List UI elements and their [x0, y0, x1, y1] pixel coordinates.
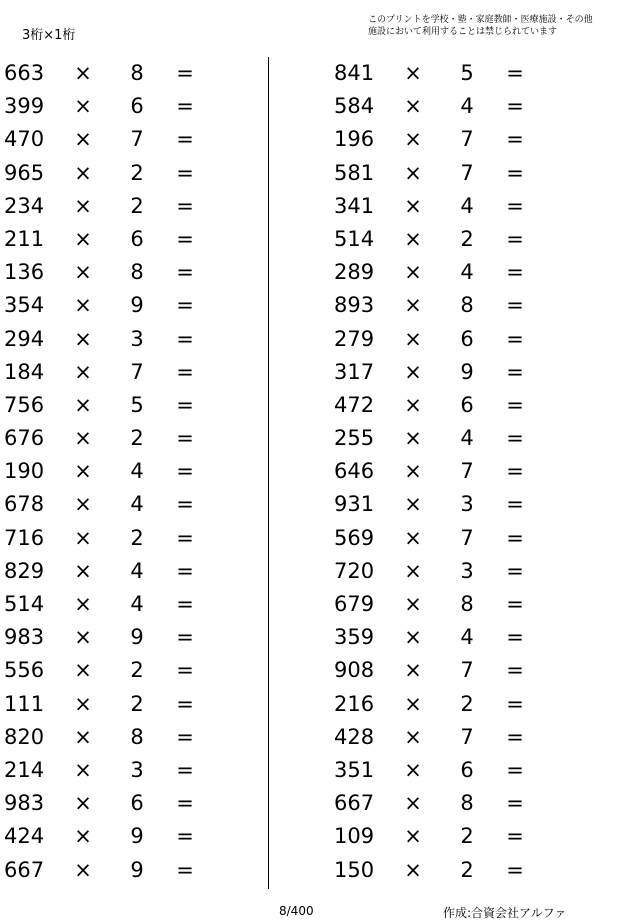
- multiplicand: 399: [4, 94, 45, 119]
- equals-sign: =: [506, 525, 524, 550]
- multiplicand: 983: [4, 625, 45, 650]
- multiplier: 2: [460, 824, 474, 849]
- problem-row: [330, 455, 550, 488]
- times-sign: ×: [74, 426, 92, 451]
- problem-row: [330, 90, 550, 123]
- multiplier: 6: [460, 326, 474, 351]
- multiplier: 5: [130, 392, 144, 417]
- multiplier: 6: [460, 392, 474, 417]
- multiplicand: 428: [334, 724, 375, 749]
- equals-sign: =: [506, 392, 524, 417]
- multiplier: 9: [130, 293, 144, 318]
- multiplier: 9: [130, 625, 144, 650]
- problem-row: [0, 721, 220, 754]
- problem-row: [0, 555, 220, 588]
- problem-row: [0, 356, 220, 389]
- equals-sign: =: [176, 691, 194, 716]
- multiplicand: 317: [334, 359, 375, 384]
- multiplier: 4: [130, 492, 144, 517]
- multiplicand: 111: [4, 691, 45, 716]
- multiplier: 4: [130, 558, 144, 583]
- times-sign: ×: [404, 592, 422, 616]
- times-sign: ×: [404, 757, 422, 782]
- equals-sign: =: [506, 359, 524, 384]
- multiplier: 2: [130, 658, 144, 683]
- equals-sign: =: [176, 592, 194, 616]
- times-sign: ×: [74, 459, 92, 484]
- problem-row: [330, 356, 550, 389]
- equals-sign: =: [176, 492, 194, 517]
- multiplier: 6: [130, 791, 144, 816]
- equals-sign: =: [176, 94, 194, 119]
- problem-row: [0, 157, 220, 190]
- multiplier: 3: [130, 757, 144, 782]
- equals-sign: =: [176, 658, 194, 683]
- multiplicand: 931: [334, 492, 375, 517]
- author-credit: 作成:合資会社アルファ: [443, 906, 567, 920]
- problem-row: [0, 223, 220, 256]
- equals-sign: =: [506, 160, 524, 185]
- times-sign: ×: [74, 658, 92, 683]
- equals-sign: =: [506, 625, 524, 650]
- multiplicand: 646: [334, 459, 375, 484]
- equals-sign: =: [176, 625, 194, 650]
- equals-sign: =: [506, 757, 524, 782]
- multiplicand: 841: [334, 61, 375, 85]
- problem-row: [330, 422, 550, 455]
- multiplier: 3: [130, 326, 144, 351]
- multiplier: 8: [460, 791, 474, 816]
- times-sign: ×: [74, 525, 92, 550]
- times-sign: ×: [404, 558, 422, 583]
- multiplier: 7: [460, 525, 474, 550]
- equals-sign: =: [176, 293, 194, 318]
- equals-sign: =: [506, 791, 524, 816]
- equals-sign: =: [506, 857, 524, 882]
- problem-row: [330, 588, 550, 621]
- multiplicand: 214: [4, 757, 45, 782]
- multiplier: 8: [460, 293, 474, 318]
- equals-sign: =: [176, 326, 194, 351]
- multiplicand: 470: [4, 127, 45, 152]
- multiplicand: 359: [334, 625, 375, 650]
- times-sign: ×: [74, 127, 92, 152]
- multiplier: 7: [460, 724, 474, 749]
- times-sign: ×: [74, 193, 92, 218]
- multiplicand: 663: [4, 61, 45, 85]
- times-sign: ×: [404, 61, 422, 85]
- multiplicand: 354: [4, 293, 45, 318]
- times-sign: ×: [404, 857, 422, 882]
- multiplier: 2: [130, 426, 144, 451]
- usage-notice-line-2: 施設において利用することは禁じられています: [368, 27, 558, 37]
- equals-sign: =: [176, 757, 194, 782]
- times-sign: ×: [74, 857, 92, 882]
- multiplicand: 294: [4, 326, 45, 351]
- equals-sign: =: [176, 392, 194, 417]
- multiplier: 4: [460, 625, 474, 650]
- problem-row: [330, 57, 550, 90]
- multiplier: 4: [460, 426, 474, 451]
- right-problem-column: [330, 57, 550, 887]
- equals-sign: =: [506, 724, 524, 749]
- multiplicand: 756: [4, 392, 45, 417]
- multiplicand: 190: [4, 459, 45, 484]
- times-sign: ×: [74, 791, 92, 816]
- multiplier: 8: [460, 592, 474, 616]
- problem-row: [0, 854, 220, 887]
- multiplicand: 667: [4, 857, 45, 882]
- times-sign: ×: [404, 160, 422, 185]
- times-sign: ×: [74, 757, 92, 782]
- times-sign: ×: [404, 525, 422, 550]
- problem-row: [0, 820, 220, 853]
- multiplicand: 893: [334, 293, 375, 318]
- equals-sign: =: [176, 127, 194, 152]
- problem-row: [0, 787, 220, 820]
- equals-sign: =: [176, 193, 194, 218]
- multiplicand: 424: [4, 824, 45, 849]
- equals-sign: =: [506, 193, 524, 218]
- multiplicand: 351: [334, 757, 375, 782]
- problem-row: [330, 223, 550, 256]
- problem-row: [330, 754, 550, 787]
- times-sign: ×: [74, 625, 92, 650]
- equals-sign: =: [176, 359, 194, 384]
- multiplier: 7: [460, 127, 474, 152]
- equals-sign: =: [176, 426, 194, 451]
- multiplier: 9: [130, 824, 144, 849]
- problem-row: [330, 256, 550, 289]
- equals-sign: =: [506, 592, 524, 616]
- equals-sign: =: [506, 459, 524, 484]
- multiplicand: 279: [334, 326, 375, 351]
- problem-row: [0, 654, 220, 687]
- multiplier: 7: [460, 160, 474, 185]
- times-sign: ×: [74, 293, 92, 318]
- equals-sign: =: [506, 691, 524, 716]
- problem-row: [330, 688, 550, 721]
- times-sign: ×: [404, 691, 422, 716]
- equals-sign: =: [506, 658, 524, 683]
- problem-row: [330, 157, 550, 190]
- times-sign: ×: [404, 260, 422, 285]
- multiplicand: 581: [334, 160, 375, 185]
- problem-row: [330, 654, 550, 687]
- multiplier: 2: [130, 691, 144, 716]
- multiplicand: 584: [334, 94, 375, 119]
- equals-sign: =: [506, 824, 524, 849]
- multiplier: 7: [130, 127, 144, 152]
- times-sign: ×: [404, 658, 422, 683]
- problem-row: [330, 190, 550, 223]
- equals-sign: =: [506, 293, 524, 318]
- times-sign: ×: [74, 724, 92, 749]
- multiplier: 3: [460, 492, 474, 517]
- multiplicand: 908: [334, 658, 375, 683]
- multiplier: 7: [460, 459, 474, 484]
- times-sign: ×: [74, 94, 92, 119]
- multiplicand: 184: [4, 359, 45, 384]
- equals-sign: =: [176, 525, 194, 550]
- times-sign: ×: [74, 61, 92, 85]
- multiplier: 3: [460, 558, 474, 583]
- equals-sign: =: [176, 226, 194, 251]
- equals-sign: =: [506, 492, 524, 517]
- multiplier: 8: [130, 260, 144, 285]
- problem-row: [0, 754, 220, 787]
- problem-row: [330, 555, 550, 588]
- problem-row: [0, 123, 220, 156]
- times-sign: ×: [404, 724, 422, 749]
- problem-row: [0, 90, 220, 123]
- multiplicand: 667: [334, 791, 375, 816]
- multiplier: 2: [460, 691, 474, 716]
- multiplicand: 136: [4, 260, 45, 285]
- equals-sign: =: [176, 558, 194, 583]
- times-sign: ×: [404, 293, 422, 318]
- problem-row: [330, 522, 550, 555]
- multiplicand: 678: [4, 492, 45, 517]
- multiplicand: 514: [4, 592, 45, 616]
- multiplier: 8: [130, 724, 144, 749]
- times-sign: ×: [404, 791, 422, 816]
- problem-row: [0, 323, 220, 356]
- times-sign: ×: [404, 226, 422, 251]
- multiplier: 4: [460, 94, 474, 119]
- multiplicand: 211: [4, 226, 45, 251]
- times-sign: ×: [404, 492, 422, 517]
- multiplicand: 472: [334, 392, 375, 417]
- times-sign: ×: [404, 625, 422, 650]
- multiplicand: 109: [334, 824, 375, 849]
- equals-sign: =: [176, 459, 194, 484]
- multiplier: 8: [130, 61, 144, 85]
- equals-sign: =: [506, 61, 524, 85]
- times-sign: ×: [74, 160, 92, 185]
- multiplier: 4: [460, 260, 474, 285]
- times-sign: ×: [74, 260, 92, 285]
- equals-sign: =: [506, 94, 524, 119]
- multiplier: 9: [460, 359, 474, 384]
- multiplier: 4: [130, 459, 144, 484]
- multiplicand: 234: [4, 193, 45, 218]
- multiplier: 7: [130, 359, 144, 384]
- usage-notice: [368, 14, 593, 38]
- equals-sign: =: [176, 260, 194, 285]
- multiplier: 2: [460, 857, 474, 882]
- problem-row: [330, 123, 550, 156]
- problem-row: [330, 820, 550, 853]
- equals-sign: =: [176, 61, 194, 85]
- multiplier: 7: [460, 658, 474, 683]
- usage-notice-line-1: このプリントを学校・塾・家庭教師・医療施設・その他: [368, 15, 593, 25]
- problem-row: [330, 621, 550, 654]
- equals-sign: =: [506, 426, 524, 451]
- times-sign: ×: [404, 127, 422, 152]
- multiplicand: 965: [4, 160, 45, 185]
- multiplicand: 341: [334, 193, 375, 218]
- times-sign: ×: [404, 392, 422, 417]
- times-sign: ×: [74, 592, 92, 616]
- times-sign: ×: [404, 326, 422, 351]
- problem-row: [0, 389, 220, 422]
- equals-sign: =: [176, 160, 194, 185]
- left-problem-column: [0, 57, 220, 887]
- problem-row: [0, 190, 220, 223]
- times-sign: ×: [404, 459, 422, 484]
- multiplicand: 196: [334, 127, 375, 152]
- problem-row: [330, 323, 550, 356]
- times-sign: ×: [404, 193, 422, 218]
- problem-row: [0, 522, 220, 555]
- equals-sign: =: [176, 824, 194, 849]
- multiplier: 6: [130, 94, 144, 119]
- times-sign: ×: [404, 94, 422, 119]
- multiplier: 2: [130, 160, 144, 185]
- problem-row: [0, 588, 220, 621]
- multiplicand: 255: [334, 426, 375, 451]
- times-sign: ×: [74, 326, 92, 351]
- problem-row: [0, 422, 220, 455]
- multiplicand: 716: [4, 525, 45, 550]
- multiplicand: 820: [4, 724, 45, 749]
- multiplier: 6: [130, 226, 144, 251]
- problem-row: [0, 289, 220, 322]
- page-number: 8/400: [279, 904, 314, 918]
- multiplicand: 216: [334, 691, 375, 716]
- multiplier: 4: [460, 193, 474, 218]
- problem-row: [330, 721, 550, 754]
- multiplicand: 983: [4, 791, 45, 816]
- times-sign: ×: [74, 691, 92, 716]
- problem-row: [330, 488, 550, 521]
- equals-sign: =: [176, 724, 194, 749]
- equals-sign: =: [506, 558, 524, 583]
- multiplicand: 829: [4, 558, 45, 583]
- times-sign: ×: [74, 392, 92, 417]
- multiplier: 2: [460, 226, 474, 251]
- problem-row: [0, 256, 220, 289]
- problem-row: [330, 854, 550, 887]
- problem-row: [0, 488, 220, 521]
- equals-sign: =: [506, 326, 524, 351]
- multiplier: 5: [460, 61, 474, 85]
- times-sign: ×: [404, 824, 422, 849]
- multiplier: 9: [130, 857, 144, 882]
- times-sign: ×: [74, 359, 92, 384]
- equals-sign: =: [506, 260, 524, 285]
- problem-row: [330, 787, 550, 820]
- problem-row: [0, 455, 220, 488]
- problem-row: [0, 688, 220, 721]
- multiplicand: 676: [4, 426, 45, 451]
- multiplicand: 720: [334, 558, 375, 583]
- times-sign: ×: [404, 359, 422, 384]
- times-sign: ×: [404, 426, 422, 451]
- multiplicand: 150: [334, 857, 375, 882]
- times-sign: ×: [74, 492, 92, 517]
- equals-sign: =: [506, 127, 524, 152]
- problem-row: [0, 57, 220, 90]
- multiplicand: 679: [334, 592, 375, 616]
- worksheet-title: 3桁×1桁: [22, 28, 76, 43]
- multiplicand: 569: [334, 525, 375, 550]
- multiplier: 6: [460, 757, 474, 782]
- multiplier: 4: [130, 592, 144, 616]
- equals-sign: =: [506, 226, 524, 251]
- multiplicand: 556: [4, 658, 45, 683]
- equals-sign: =: [176, 791, 194, 816]
- multiplicand: 289: [334, 260, 375, 285]
- times-sign: ×: [74, 558, 92, 583]
- times-sign: ×: [74, 226, 92, 251]
- problem-row: [330, 289, 550, 322]
- equals-sign: =: [176, 857, 194, 882]
- problem-row: [0, 621, 220, 654]
- problem-row: [330, 389, 550, 422]
- column-divider: [268, 57, 269, 889]
- times-sign: ×: [74, 824, 92, 849]
- multiplier: 2: [130, 525, 144, 550]
- multiplicand: 514: [334, 226, 375, 251]
- multiplier: 2: [130, 193, 144, 218]
